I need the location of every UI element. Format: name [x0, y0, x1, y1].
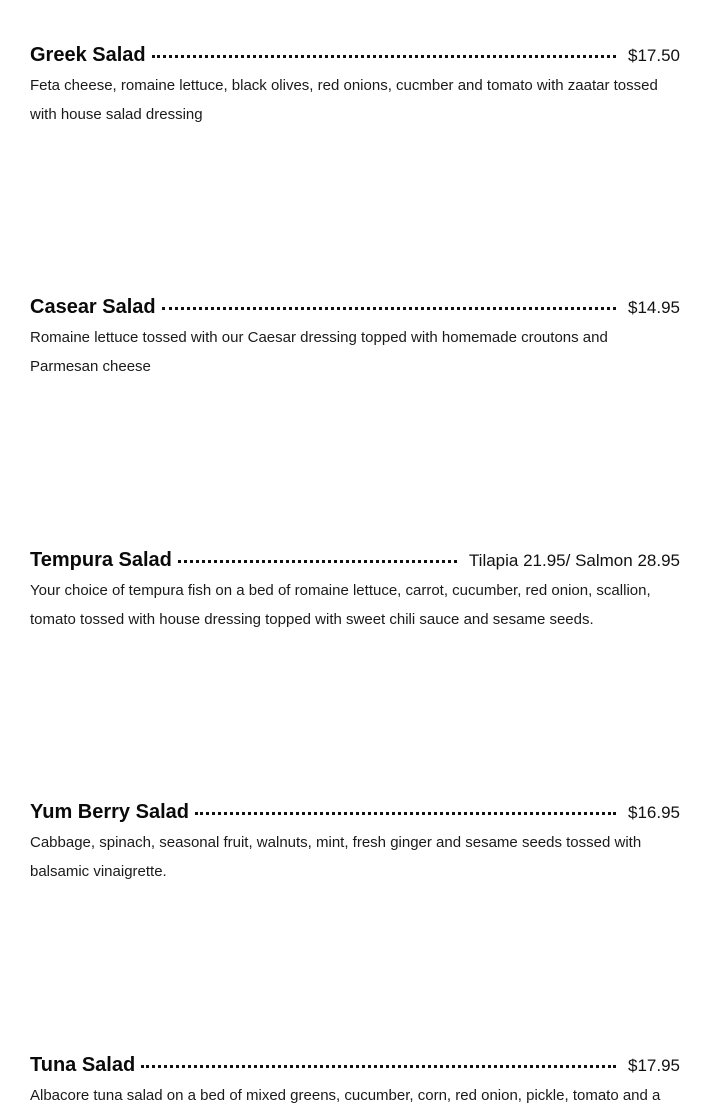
- menu-item-description: Feta cheese, romaine lettuce, black olives, red onions, cucmber and tomato with zaatar tossed with house salad dressing: [30, 77, 658, 123]
- menu-item-description: Your choice of tempura fish on a bed of romaine lettuce, carrot, cucumber, red onion, scallion, tomato tossed with house dressing topped with sweet chili sauce and sesame seeds.: [30, 582, 651, 628]
- menu-item-price: $14.95: [628, 298, 680, 317]
- menu-item-price: $16.95: [628, 803, 680, 822]
- dotted-leader: [195, 812, 616, 815]
- menu-item-name: Greek Salad: [30, 44, 146, 66]
- menu-item-header: [30, 549, 680, 572]
- menu-item-price: Tilapia 21.95/ Salmon 28.95: [468, 551, 680, 570]
- menu-item-tempura-salad: [30, 549, 680, 634]
- menu-item-description: Cabbage, spinach, seasonal fruit, walnuts, mint, fresh ginger and sesame seeds tossed with balsamic vinaigrette.: [30, 834, 642, 880]
- dotted-leader: [141, 1065, 616, 1068]
- menu-item-price: $17.50: [628, 46, 680, 65]
- menu-item-price: $17.95: [628, 1056, 680, 1075]
- menu-item-header: [30, 296, 680, 319]
- menu-item-name: Tempura Salad: [30, 549, 172, 571]
- menu-item-greek-salad: [30, 44, 680, 129]
- menu-item-name: Yum Berry Salad: [30, 801, 189, 823]
- dotted-leader: [162, 307, 616, 310]
- menu-item-tuna-salad: [30, 1054, 680, 1110]
- dotted-leader: [178, 560, 457, 563]
- dotted-leader: [152, 55, 616, 58]
- menu-item-yum-berry-salad: [30, 801, 680, 886]
- menu-item-description: Romaine lettuce tossed with our Caesar dressing topped with homemade croutons and Parmesan cheese: [30, 329, 608, 375]
- menu-item-name: Casear Salad: [30, 296, 156, 318]
- menu-item-header: [30, 1054, 680, 1077]
- menu-item-casear-salad: [30, 296, 680, 381]
- menu-item-name: Tuna Salad: [30, 1054, 136, 1076]
- menu-item-description: Albacore tuna salad on a bed of mixed greens, cucumber, corn, red onion, pickle, tomato and a: [30, 1087, 661, 1104]
- menu-item-header: [30, 801, 680, 824]
- menu-item-header: [30, 44, 680, 67]
